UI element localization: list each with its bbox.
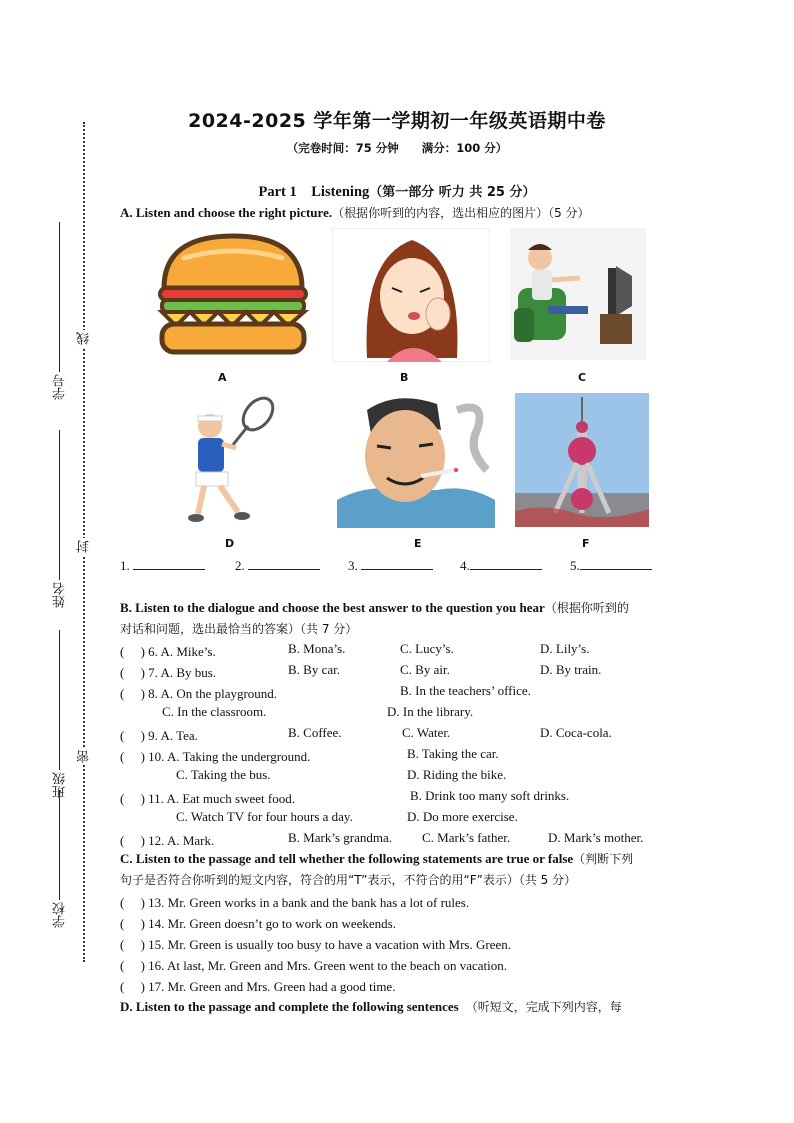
q6-option-b[interactable]: B. Mona’s. [288, 641, 346, 656]
statement-17[interactable]: ( ) 17. Mr. Green and Mrs. Green had a good time. [120, 979, 396, 994]
answer-blank-2-line [248, 558, 320, 570]
watching-tv-icon [510, 228, 646, 360]
answer-blank-2-num: 2. [235, 558, 245, 573]
section-b-instruction-cn2: 对话和问题，选出最恰当的答案）（共 7 分） [120, 622, 358, 636]
answer-blank-1[interactable] [120, 558, 205, 574]
section-d-instruction-en: D. Listen to the passage and complete the following sentences [120, 999, 459, 1014]
student-name-field[interactable] [50, 430, 69, 608]
binding-char-feng: 封 [76, 540, 91, 553]
school-field[interactable] [50, 790, 69, 928]
section-a-instruction-en: A. Listen and choose the right picture. [120, 205, 333, 220]
q9-option-b[interactable]: B. Coffee. [288, 725, 342, 740]
part1-title-cn: （第一部分 听力 共 25 分） [369, 185, 536, 200]
q9-option-c[interactable]: C. Water. [402, 725, 451, 740]
picture-f-label: F [582, 537, 590, 550]
answer-blank-3-num: 3. [348, 558, 358, 573]
q9-option-a[interactable]: ( ) 9. A. Tea. [120, 728, 198, 743]
statement-16[interactable]: ( ) 16. At last, Mr. Green and Mrs. Green went to the beach on vacation. [120, 958, 508, 973]
q7-option-d[interactable]: D. By train. [540, 662, 602, 677]
hamburger-icon [154, 228, 312, 362]
class-field[interactable] [50, 630, 69, 798]
q10-option-c[interactable]: C. Taking the bus. [176, 767, 271, 782]
statement-14[interactable]: ( ) 14. Mr. Green doesn’t go to work on weekends. [120, 916, 396, 931]
class-label: 班级 [52, 772, 67, 798]
answer-blank-5[interactable] [570, 558, 652, 574]
part1-title-en: Part 1 Listening [258, 184, 370, 200]
picture-b-label: B [400, 371, 409, 384]
statement-15[interactable]: ( ) 15. Mr. Green is usually too busy to have a vacation with Mrs. Green. [120, 937, 512, 952]
section-b-instruction [120, 599, 629, 616]
exam-subtitle: （完卷时间：75 分钟 满分：100 分） [286, 141, 508, 155]
q7-option-b[interactable]: B. By car. [288, 662, 340, 677]
q11-option-b[interactable]: B. Drink too many soft drinks. [410, 788, 570, 803]
section-a-instruction-cn: （根据你听到的内容，选出相应的图片）（5 分） [332, 206, 590, 220]
q9-option-d[interactable]: D. Coca-cola. [540, 725, 612, 740]
answer-blank-4[interactable] [460, 558, 542, 574]
school-label: 学校 [52, 902, 67, 928]
class-underline [59, 630, 60, 770]
answer-blank-5-num: 5. [570, 558, 580, 573]
section-c-instruction-en: C. Listen to the passage and tell whether the following statements are true or false [120, 851, 574, 866]
section-b-instruction-en: B. Listen to the dialogue and choose the best answer to the question you hear [120, 600, 545, 615]
section-d-instruction [120, 996, 622, 1015]
q8-option-c[interactable]: C. In the classroom. [162, 704, 267, 719]
q10-option-a[interactable]: ( ) 10. A. Taking the underground. [120, 749, 311, 764]
student-id-underline [59, 222, 60, 372]
q11-option-d[interactable]: D. Do more exercise. [407, 809, 518, 824]
answer-blank-1-num: 1. [120, 558, 130, 573]
q7-option-c[interactable]: C. By air. [400, 662, 450, 677]
student-name-underline [59, 430, 60, 580]
binding-char-xian: 线 [76, 332, 91, 345]
section-c-instruction-cn1: （判断下列 [573, 852, 634, 866]
section-a-instruction [120, 204, 590, 221]
answer-blank-4-num: 4. [460, 558, 470, 573]
picture-a-label: A [218, 371, 227, 384]
q8-option-a[interactable]: ( ) 8. A. On the playground. [120, 686, 278, 701]
section-c-instruction-line2 [120, 871, 576, 888]
binding-char-mi: 密 [76, 750, 91, 763]
part1-title [0, 180, 794, 201]
toothache-girl-icon [332, 228, 490, 362]
statement-13[interactable]: ( ) 13. Mr. Green works in a bank and the bank has a lot of rules. [120, 895, 470, 910]
section-c-instruction [120, 850, 633, 867]
student-id-label: 学号 [52, 374, 67, 400]
q12-option-c[interactable]: C. Mark’s father. [422, 830, 511, 845]
tennis-player-icon [158, 392, 306, 528]
answer-blank-4-line [470, 558, 542, 570]
section-b-instruction-line2 [120, 620, 357, 637]
exam-title: 2024-2025 学年第一学期初一年级英语期中卷 [188, 110, 606, 132]
q10-option-b[interactable]: B. Taking the car. [407, 746, 499, 761]
q8-option-b[interactable]: B. In the teachers’ office. [400, 683, 531, 698]
q6-option-c[interactable]: C. Lucy’s. [400, 641, 454, 656]
section-d-instruction-cn: （听短文，完成下列内容，每 [471, 1000, 622, 1014]
q8-option-d[interactable]: D. In the library. [387, 704, 474, 719]
answer-blank-1-line [133, 558, 205, 570]
q11-option-c[interactable]: C. Watch TV for four hours a day. [176, 809, 353, 824]
section-b-instruction-cn1: （根据你听到的 [544, 601, 629, 615]
q6-option-d[interactable]: D. Lily’s. [540, 641, 590, 656]
answer-blank-3[interactable] [348, 558, 433, 574]
school-underline [59, 790, 60, 900]
q12-option-d[interactable]: D. Mark’s mother. [548, 830, 644, 845]
student-name-label: 姓名 [52, 582, 67, 608]
answer-blank-2[interactable] [235, 558, 320, 574]
picture-c-label: C [578, 371, 587, 384]
oriental-pearl-tower-icon [515, 393, 649, 527]
answer-blank-5-line [580, 558, 652, 570]
picture-e-label: E [414, 537, 422, 550]
q6-option-a[interactable]: ( ) 6. A. Mike’s. [120, 644, 216, 659]
student-id-field[interactable] [50, 222, 69, 400]
q12-option-a[interactable]: ( ) 12. A. Mark. [120, 833, 215, 848]
q11-option-a[interactable]: ( ) 11. A. Eat much sweet food. [120, 791, 295, 806]
section-c-instruction-cn2: 句子是否符合你听到的短文内容，符合的用“T”表示，不符合的用“F”表示）（共 5 分） [120, 873, 577, 887]
picture-d-label: D [225, 537, 235, 550]
smoking-man-icon [337, 390, 495, 528]
answer-blank-3-line [361, 558, 433, 570]
q10-option-d[interactable]: D. Riding the bike. [407, 767, 507, 782]
q12-option-b[interactable]: B. Mark’s grandma. [288, 830, 392, 845]
q7-option-a[interactable]: ( ) 7. A. By bus. [120, 665, 217, 680]
